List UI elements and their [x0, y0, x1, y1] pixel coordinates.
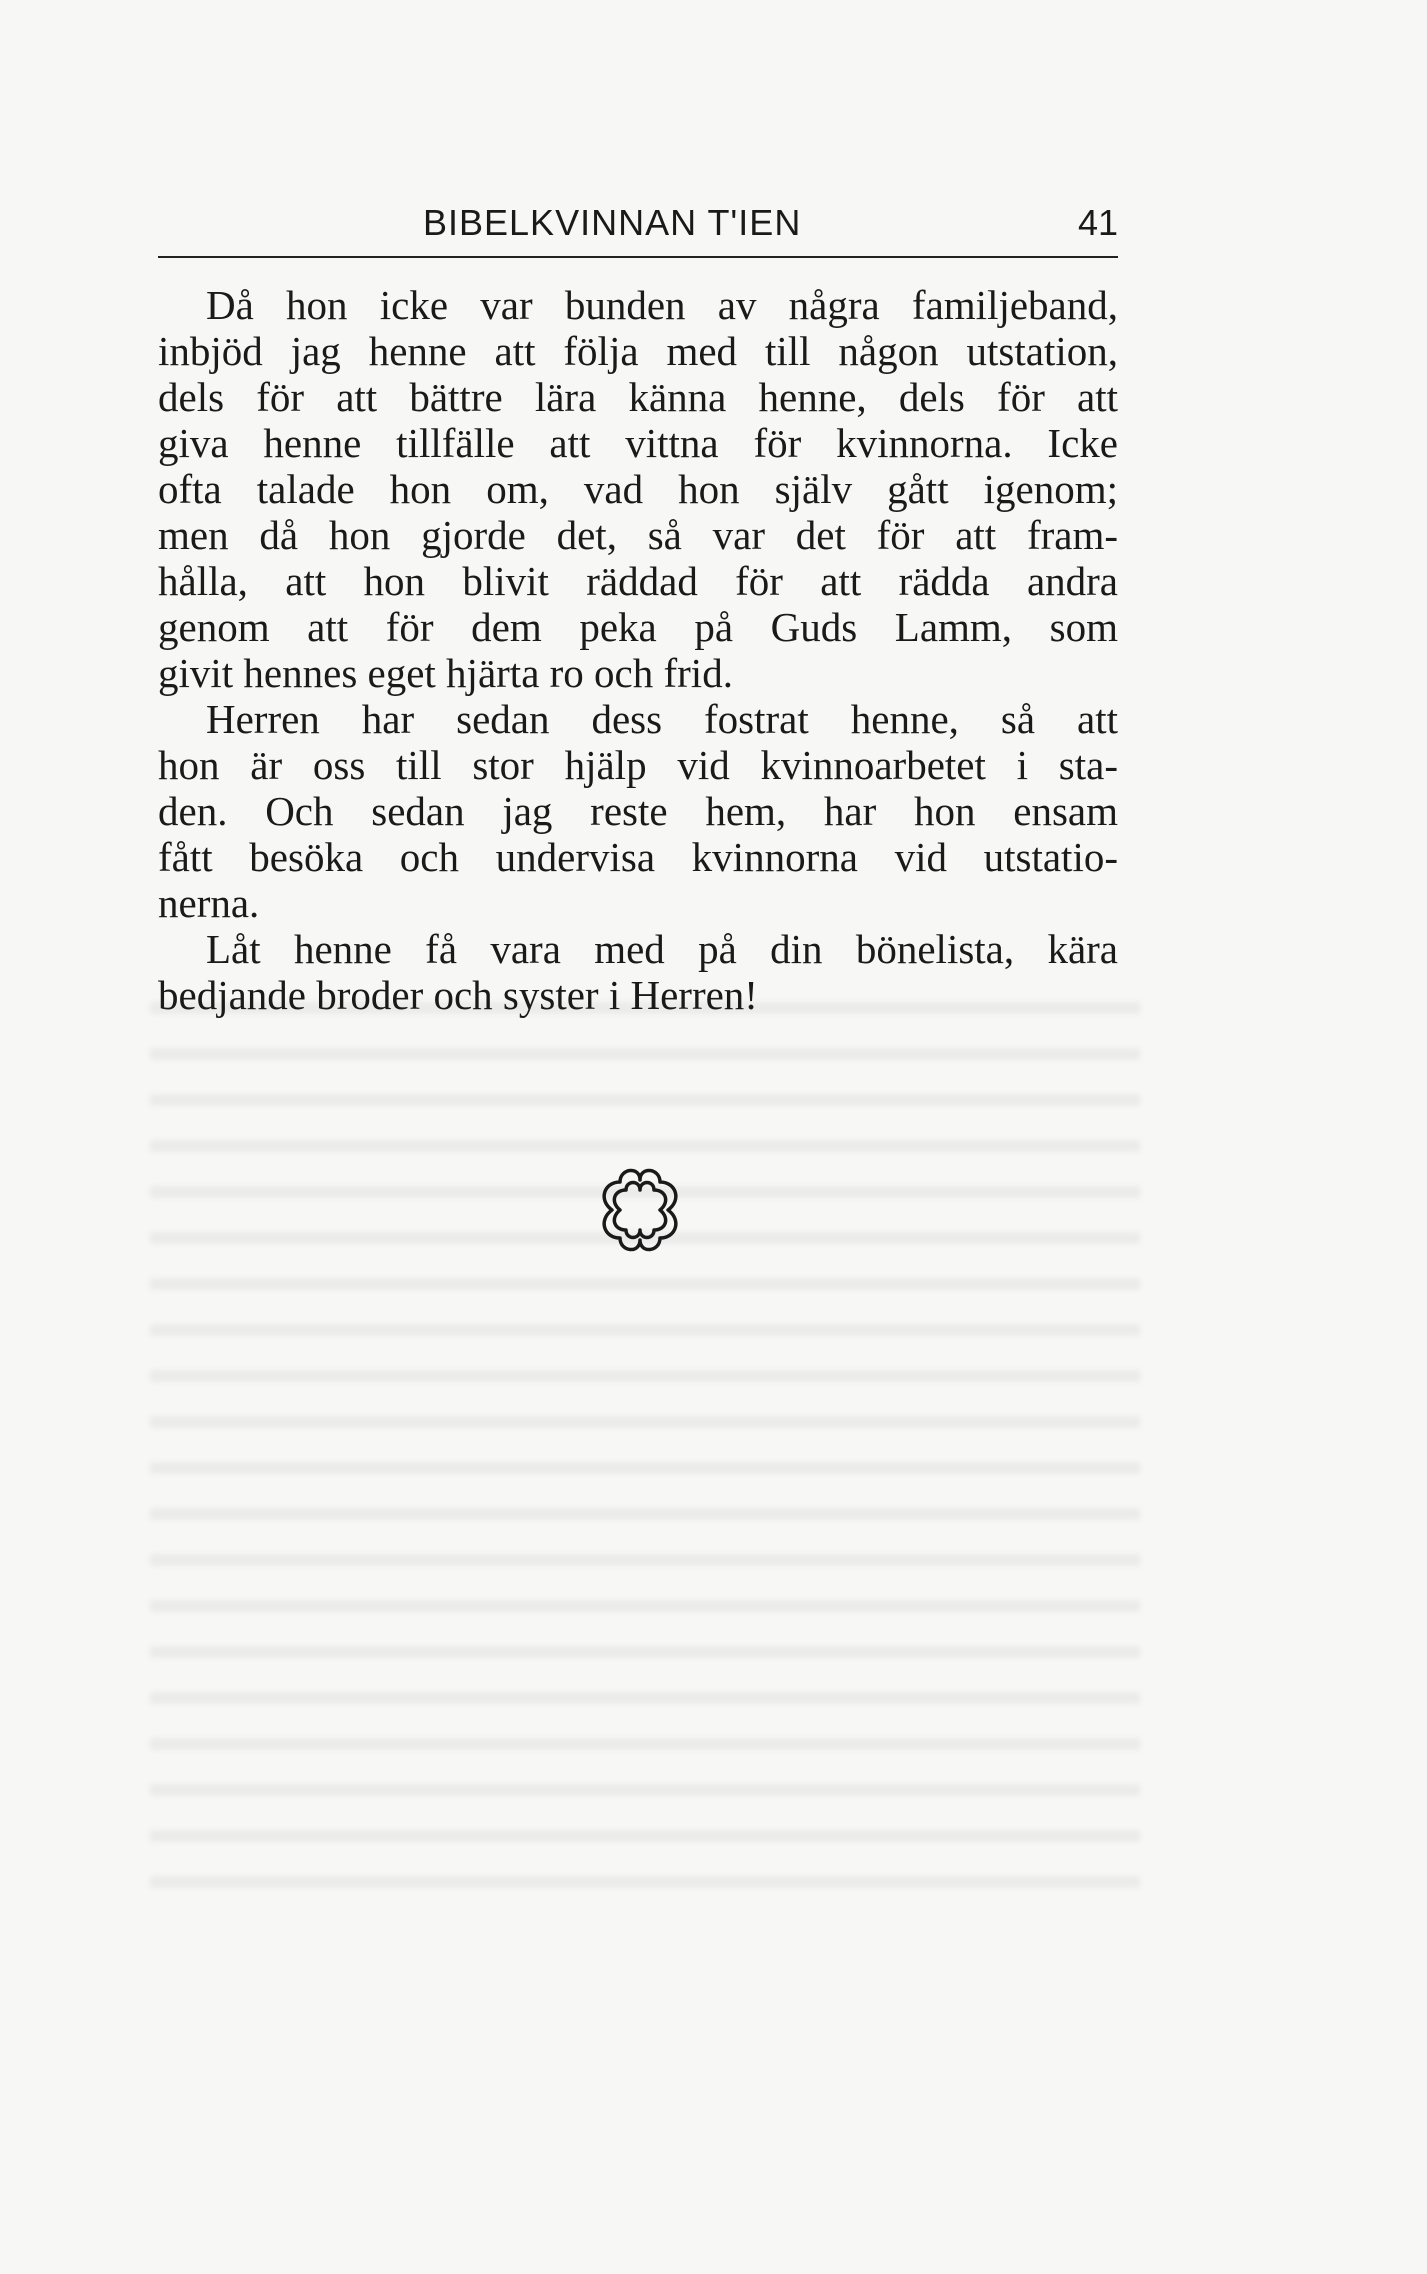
text-line: genom att för dem peka på Guds Lamm, som — [158, 604, 1118, 650]
running-title: BIBELKVINNAN T'IEN — [423, 202, 802, 243]
text-line: hon är oss till stor hjälp vid kvinnoarbetet i sta- — [158, 742, 1118, 788]
text-line: givit hennes eget hjärta ro och frid. — [158, 650, 733, 696]
text-line: dels för att bättre lära känna henne, dels för att — [158, 374, 1118, 420]
text-line: den. Och sedan jag reste hem, har hon ensam — [158, 788, 1118, 834]
text-line: inbjöd jag henne att följa med till någon utstation, — [158, 328, 1118, 374]
text-line: Låt henne få vara med på din bönelista, kära — [206, 926, 1118, 972]
bleed-through-shadow — [150, 980, 1140, 1900]
page-number: 41 — [1077, 202, 1118, 243]
text-line: ofta talade hon om, vad hon själv gått igenom; — [158, 466, 1118, 512]
text-line: Herren har sedan dess fostrat henne, så att — [206, 696, 1118, 742]
text-line: men då hon gjorde det, så var det för att fram- — [158, 512, 1118, 558]
text-line: giva henne tillfälle att vittna för kvinnorna. Icke — [158, 420, 1118, 466]
page-header — [158, 196, 1118, 258]
text-line: hålla, att hon blivit räddad för att rädda andra — [158, 558, 1118, 604]
text-line: fått besöka och undervisa kvinnorna vid utstatio- — [158, 834, 1118, 880]
text-line: nerna. — [158, 880, 260, 926]
quatrefoil-knot-icon — [590, 1160, 690, 1260]
text-line: bedjande broder och syster i Herren! — [158, 972, 758, 1018]
body-text — [158, 282, 1118, 1018]
text-line: Då hon icke var bunden av några familjeband, — [206, 282, 1118, 328]
